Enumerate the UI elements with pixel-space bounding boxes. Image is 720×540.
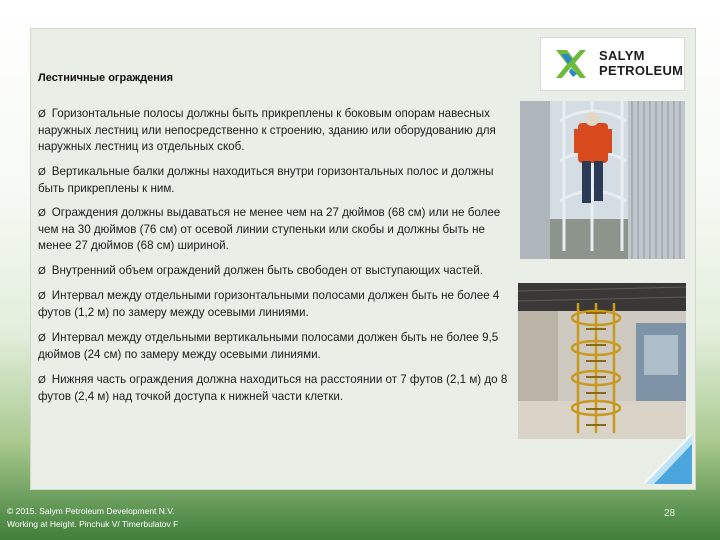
logo-line-2: PETROLEUM <box>599 63 684 78</box>
logo-line-1: SALYM <box>599 48 645 63</box>
arrow-bullet-icon: Ø <box>38 109 46 120</box>
bullet-item <box>38 205 514 254</box>
company-logo <box>540 37 685 91</box>
bullet-item <box>38 372 514 405</box>
bullet-item <box>38 106 514 155</box>
bullet-text: Ограждения должны выдаваться не менее чем на 27 дюймов (68 см) или не более чем на 30 дюймов (76 см) от осевой линии ступеньки или скобы и должны быть не менее 27 дюймов (68 см) шириной. <box>38 206 501 253</box>
bullet-text: Нижняя часть ограждения должна находиться на расстоянии от 7 футов (2,1 м) до 8 футов (2,4 м) над точкой доступа к нижней части клетки. <box>38 372 508 403</box>
page-corner-icon <box>644 434 692 484</box>
logo-text <box>599 48 683 78</box>
bullet-text: Вертикальные балки должны находиться внутри горизонтальных полос и должны быть прикреплены к ним. <box>38 164 494 195</box>
bullet-item <box>38 330 514 363</box>
footer <box>7 505 178 531</box>
footer-course: Working at Height. Pinchuk V/ Timerbulatov F <box>7 519 179 529</box>
arrow-bullet-icon: Ø <box>38 208 46 220</box>
ladder-climber-photo <box>520 101 685 259</box>
bullet-text: Интервал между отдельными вертикальными полосами должен быть не более 9,5 дюймов (24 см) по замеру между осевыми линиями. <box>38 330 499 361</box>
bullet-item <box>38 263 514 280</box>
bullet-text: Внутренний объем ограждений должен быть свободен от выступающих частей. <box>51 263 483 277</box>
arrow-bullet-icon: Ø <box>38 332 46 344</box>
arrow-bullet-icon: Ø <box>38 265 46 277</box>
slide-title: Лестничные ограждения <box>38 72 174 84</box>
arrow-bullet-icon: Ø <box>38 374 46 386</box>
bullet-item <box>38 288 514 321</box>
bullet-text: Горизонтальные полосы должны быть прикреплены к боковым опорам навесных наружных лестниц или непосредственно к строению, зданию или оборудованию для наружных лестниц из отдельных скоб. <box>38 107 496 153</box>
footer-copyright: © 2015. Salym Petroleum Development N.V. <box>7 506 175 516</box>
arrow-bullet-icon: Ø <box>38 166 46 178</box>
page-number: 28 <box>664 508 676 519</box>
bullet-item <box>38 164 514 197</box>
caged-ladder-photo <box>518 283 686 439</box>
bullet-list <box>38 106 514 413</box>
logo-mark-icon <box>553 46 589 82</box>
arrow-bullet-icon: Ø <box>38 291 46 303</box>
bullet-text: Интервал между отдельными горизонтальными полосами должен быть не более 4 футов (1,2 м) по замеру между осевыми линиями. <box>38 289 500 320</box>
